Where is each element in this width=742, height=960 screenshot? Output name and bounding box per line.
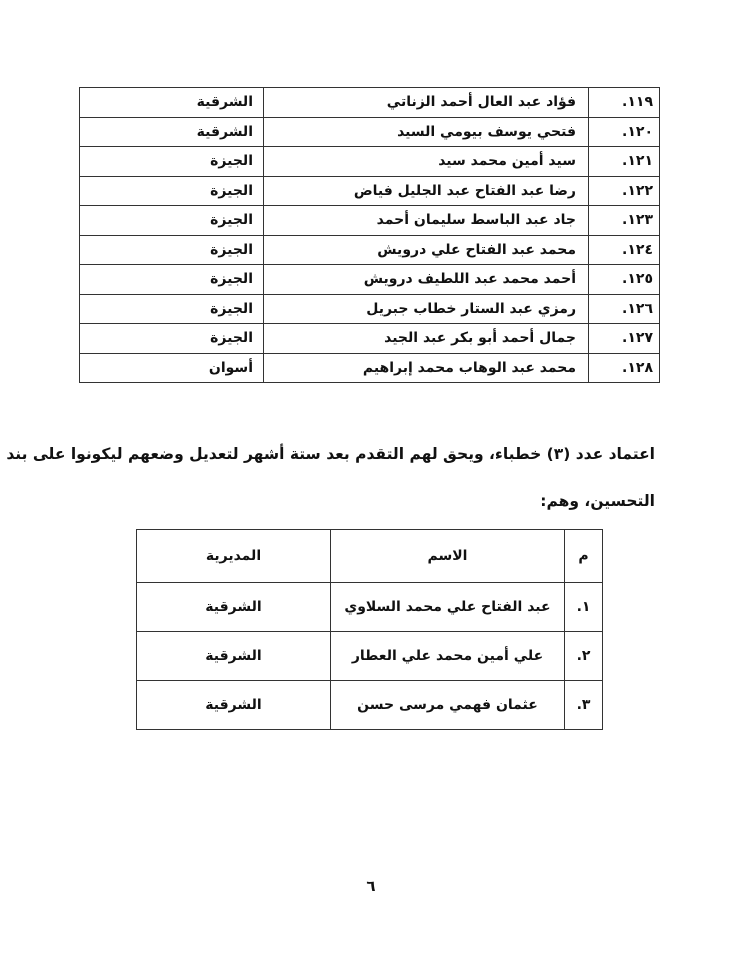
row-number: ١٢١.	[589, 147, 660, 177]
header-name: الاسم	[331, 530, 565, 583]
person-name: فؤاد عبد العال أحمد الزناتي	[264, 88, 589, 118]
row-number: ٣.	[565, 681, 603, 730]
person-name: عثمان فهمي مرسى حسن	[331, 681, 565, 730]
directorate: الجيزة	[80, 176, 264, 206]
table-row	[137, 632, 603, 681]
table-row	[80, 324, 660, 354]
directorate: أسوان	[80, 353, 264, 383]
row-number: ١٢٠.	[589, 117, 660, 147]
directorate: الجيزة	[80, 235, 264, 265]
row-number: ١٢٤.	[589, 235, 660, 265]
table-row	[80, 235, 660, 265]
directorate: الجيزة	[80, 206, 264, 236]
table-row	[80, 206, 660, 236]
row-number: ١٢٣.	[589, 206, 660, 236]
person-name: علي أمين محمد علي العطار	[331, 632, 565, 681]
directorate: الجيزة	[80, 265, 264, 295]
person-name: محمد عبد الوهاب محمد إبراهيم	[264, 353, 589, 383]
person-name: جاد عبد الباسط سليمان أحمد	[264, 206, 589, 236]
directorate: الشرقية	[137, 583, 331, 632]
person-name: محمد عبد الفتاح علي درويش	[264, 235, 589, 265]
person-name: أحمد محمد عبد اللطيف درويش	[264, 265, 589, 295]
table-row	[80, 265, 660, 295]
table-row	[80, 147, 660, 177]
table-row	[80, 88, 660, 118]
directorate: الشرقية	[80, 88, 264, 118]
directorate: الجيزة	[80, 294, 264, 324]
directorate: الشرقية	[80, 117, 264, 147]
table-row	[137, 681, 603, 730]
row-number: ١١٩.	[589, 88, 660, 118]
table-row	[80, 176, 660, 206]
person-name: فتحي يوسف بيومي السيد	[264, 117, 589, 147]
directorate: الجيزة	[80, 147, 264, 177]
row-number: ١٢٥.	[589, 265, 660, 295]
row-number: ١.	[565, 583, 603, 632]
person-name: سيد أمين محمد سيد	[264, 147, 589, 177]
page-number: ٦	[366, 877, 376, 895]
names-table-continued	[79, 87, 660, 383]
row-number: ١٢٨.	[589, 353, 660, 383]
header-directorate: المديرية	[137, 530, 331, 583]
row-number: ١٢٧.	[589, 324, 660, 354]
approval-paragraph-line-2: التحسين، وهم:	[540, 492, 655, 510]
table-row	[80, 353, 660, 383]
person-name: جمال أحمد أبو بكر عبد الجيد	[264, 324, 589, 354]
directorate: الشرقية	[137, 681, 331, 730]
preachers-table	[136, 529, 603, 730]
person-name: رمزي عبد الستار خطاب جبريل	[264, 294, 589, 324]
row-number: ١٢٦.	[589, 294, 660, 324]
table-row	[80, 117, 660, 147]
directorate: الجيزة	[80, 324, 264, 354]
person-name: عبد الفتاح علي محمد السلاوي	[331, 583, 565, 632]
table-header-row	[137, 530, 603, 583]
directorate: الشرقية	[137, 632, 331, 681]
row-number: ٢.	[565, 632, 603, 681]
person-name: رضا عبد الفتاح عبد الجليل فياض	[264, 176, 589, 206]
table-row	[137, 583, 603, 632]
row-number: ١٢٢.	[589, 176, 660, 206]
approval-paragraph-line-1: اعتماد عدد (٣) خطباء، ويحق لهم التقدم بعد ستة أشهر لتعديل وضعهم ليكونوا على بند	[6, 445, 655, 463]
header-number: م	[565, 530, 603, 583]
table-row	[80, 294, 660, 324]
